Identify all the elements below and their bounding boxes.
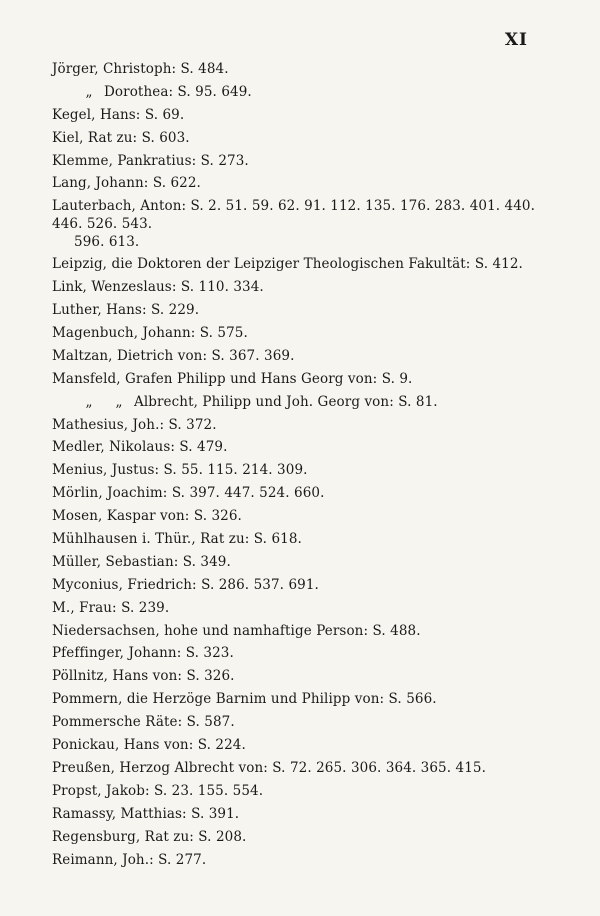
index-entry: Ramassy, Matthias: S. 391. bbox=[52, 805, 240, 822]
index-entry: Niedersachsen, hohe und namhaftige Person: S. 488. bbox=[52, 622, 421, 639]
index-entry-continuation: 596. 613. bbox=[74, 234, 140, 251]
index-entry: Magenbuch, Johann: S. 575. bbox=[52, 325, 248, 342]
index-entry: Müller, Sebastian: S. 349. bbox=[52, 553, 231, 570]
index-entry: Ponickau, Hans von: S. 224. bbox=[52, 737, 246, 754]
index-entry: Link, Wenzeslaus: S. 110. 334. bbox=[52, 279, 264, 296]
index-entry: Mansfeld, Grafen Philipp und Hans Georg von: S. 9. bbox=[52, 370, 413, 387]
index-entry: Kegel, Hans: S. 69. bbox=[52, 106, 185, 123]
index-entry: Mathesius, Joh.: S. 372. bbox=[52, 416, 217, 433]
index-entry: Pommersche Räte: S. 587. bbox=[52, 714, 235, 731]
index-entry: Luther, Hans: S. 229. bbox=[52, 302, 200, 319]
index-entry: Mosen, Kaspar von: S. 326. bbox=[52, 508, 242, 525]
index-entry: Jörger, Christoph: S. 484. bbox=[52, 61, 229, 77]
index-entry: Myconius, Friedrich: S. 286. 537. 691. bbox=[52, 576, 319, 593]
index-entry-ditto: „ „ Albrecht, Philipp und Joh. Georg von: S. 81. bbox=[52, 393, 552, 416]
index-entry-ditto: „ Dorothea: S. 95. 649. bbox=[52, 83, 552, 106]
index-entry: Propst, Jakob: S. 23. 155. 554. bbox=[52, 782, 264, 799]
index-entry: Leipzig, die Doktoren der Leipziger Theologischen Fakultät: S. 412. bbox=[52, 256, 523, 273]
index-entry: Preußen, Herzog Albrecht von: S. 72. 265. 306. 364. 365. 415. bbox=[52, 759, 486, 776]
page-number: XI bbox=[504, 30, 528, 50]
index-entry: Lauterbach, Anton: S. 2. 51. 59. 62. 91. 112. 135. 176. 283. 401. 440. 446. 526. 543. 596. 613. bbox=[52, 197, 552, 251]
index-entry: Pöllnitz, Hans von: S. 326. bbox=[52, 668, 235, 685]
index-entry: Mühlhausen i. Thür., Rat zu: S. 618. bbox=[52, 531, 302, 548]
index-entry: Mörlin, Joachim: S. 397. 447. 524. 660. bbox=[52, 485, 325, 502]
index-entry: Regensburg, Rat zu: S. 208. bbox=[52, 828, 247, 845]
index-entry: Menius, Justus: S. 55. 115. 214. 309. bbox=[52, 462, 308, 479]
index-entry: Maltzan, Dietrich von: S. 367. 369. bbox=[52, 347, 295, 364]
index-entry: Klemme, Pankratius: S. 273. bbox=[52, 152, 249, 169]
index-entry: Reimann, Joh.: S. 277. bbox=[52, 851, 207, 868]
ditto-mark: „ bbox=[115, 393, 123, 410]
index-list bbox=[52, 60, 552, 873]
ditto-mark: „ bbox=[85, 83, 93, 100]
index-entry: Pommern, die Herzöge Barnim und Philipp von: S. 566. bbox=[52, 691, 437, 708]
index-entry: Kiel, Rat zu: S. 603. bbox=[52, 129, 190, 146]
index-entry: Medler, Nikolaus: S. 479. bbox=[52, 439, 228, 456]
index-entry: Pfeffinger, Johann: S. 323. bbox=[52, 645, 234, 662]
index-entry: M., Frau: S. 239. bbox=[52, 599, 170, 616]
ditto-mark: „ bbox=[85, 393, 93, 410]
index-entry: Lang, Johann: S. 622. bbox=[52, 175, 201, 192]
